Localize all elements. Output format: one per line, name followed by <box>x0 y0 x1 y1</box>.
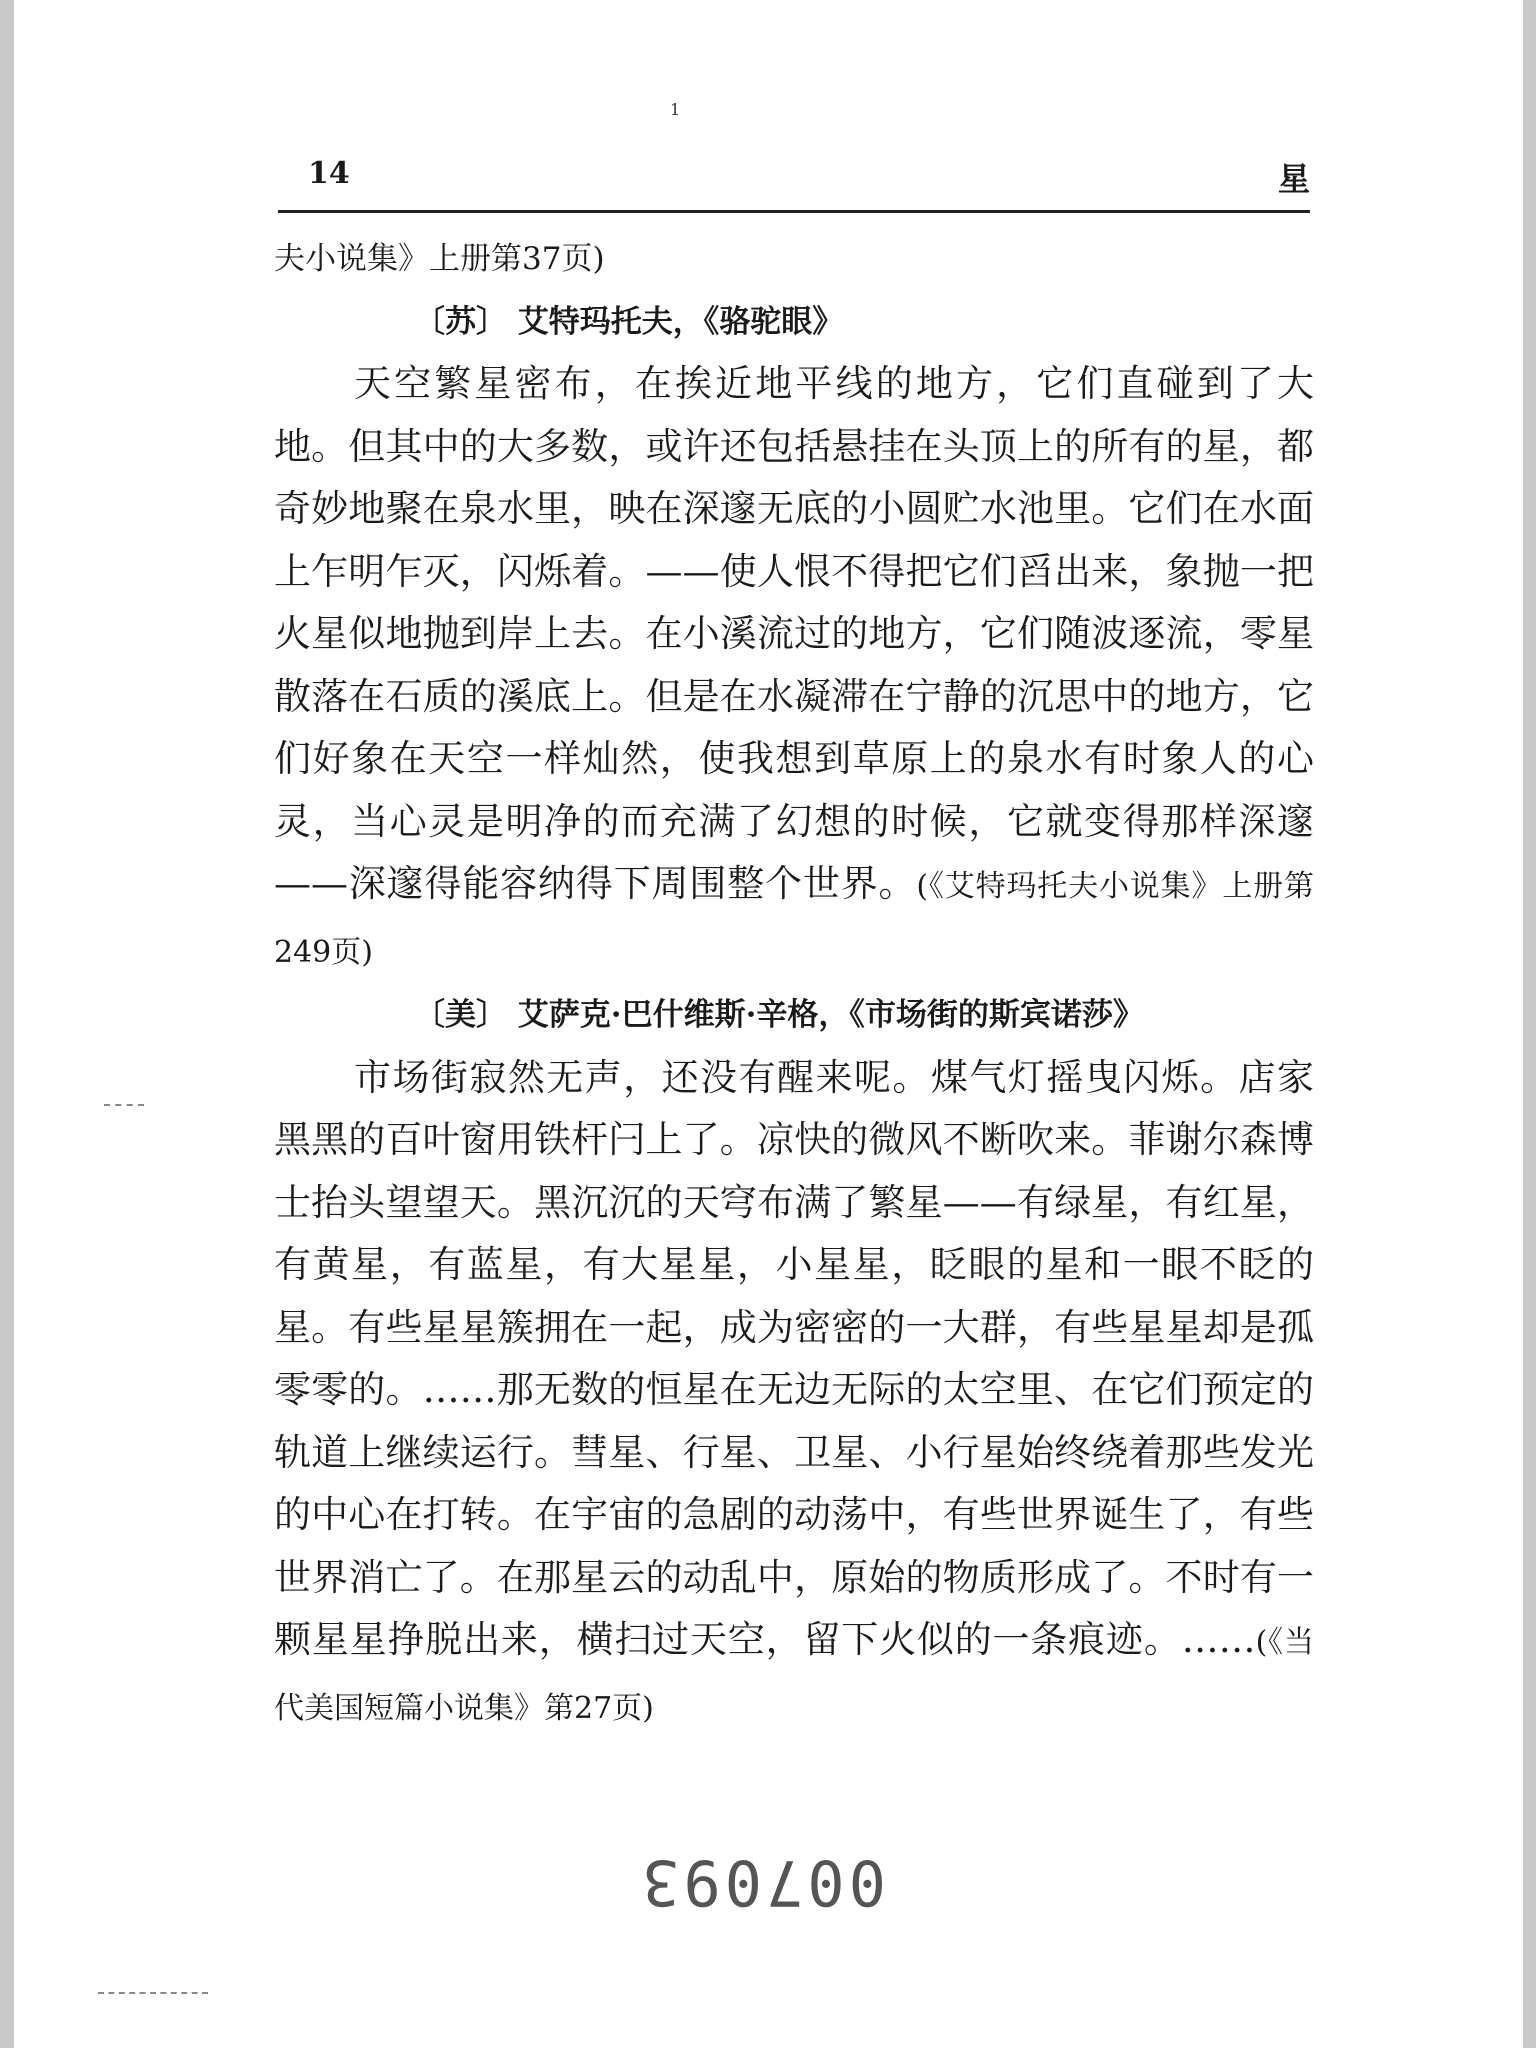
entry-citation: (《艾特玛托夫小说集》上册第249页) <box>274 869 1314 970</box>
scan-mark <box>98 1992 208 1994</box>
page-number: 14 <box>308 156 350 191</box>
header-rule <box>278 210 1310 213</box>
entry-attribution: 〔美〕 艾萨克·巴什维斯·辛格，《市场街的斯宾诺莎》 <box>414 997 1144 1033</box>
entry-paragraph <box>274 353 1314 984</box>
section-title: 星 <box>1277 160 1310 198</box>
continued-citation: 夫小说集》上册第37页) <box>274 241 605 277</box>
running-head <box>292 156 1310 200</box>
entry-text: 市场街寂然无声，还没有醒来呢。煤气灯摇曳闪烁。店家黑黑的百叶窗用铁杆闩上了。凉快的微风不断吹来。菲谢尔森博士抬头望望天。黑沉沉的天穹布满了繁星——有绿星，有红星，有黄星，有蓝星，有大星星，小星星，眨眼的星和一眼不眨的星。有些星星簇拥在一起，成为密密的一大群，有些星星却是孤零零的。……那无数的恒星在无边无际的太空里、在它们预定的轨道上继续运行。彗星、行星、卫星、小行星始终绕着那些发光的中心在打转。在宇宙的急剧的动荡中，有些世界诞生了，有些世界消亡了。在那星云的动乱中，原始的物质形成了。不时有一颗星星挣脱出来，横扫过天空，留下火似的一条痕迹。…… <box>274 1055 1314 1661</box>
entry-text: 天空繁星密布，在挨近地平线的地方，它们直碰到了大地。但其中的大多数，或许还包括悬挂在头顶上的所有的星，都奇妙地聚在泉水里，映在深邃无底的小圆贮水池里。它们在水面上乍明乍灭，闪烁着。——使人恨不得把它们舀出来，象抛一把火星似地抛到岸上去。在小溪流过的地方，它们随波逐流，零星散落在石质的溪底上。但是在水凝滞在宁静的沉思中的地方，它们好象在天空一样灿然，使我想到草原上的泉水有时象人的心灵，当心灵是明净的而充满了幻想的时候，它就变得那样深邃——深邃得能容纳得下周围整个世界。 <box>274 362 1314 905</box>
top-mark: 1 <box>670 100 681 119</box>
entry-attribution: 〔苏〕 艾特玛托夫，《骆驼眼》 <box>414 303 844 340</box>
page-body <box>274 228 1314 1740</box>
book-page <box>14 0 1523 2048</box>
entry-paragraph <box>274 1047 1314 1741</box>
entry-citation: (《当代美国短篇小说集》第27页) <box>274 1625 1314 1726</box>
scan-mark <box>104 1104 144 1106</box>
library-stamp: 007093 <box>638 1846 886 1919</box>
